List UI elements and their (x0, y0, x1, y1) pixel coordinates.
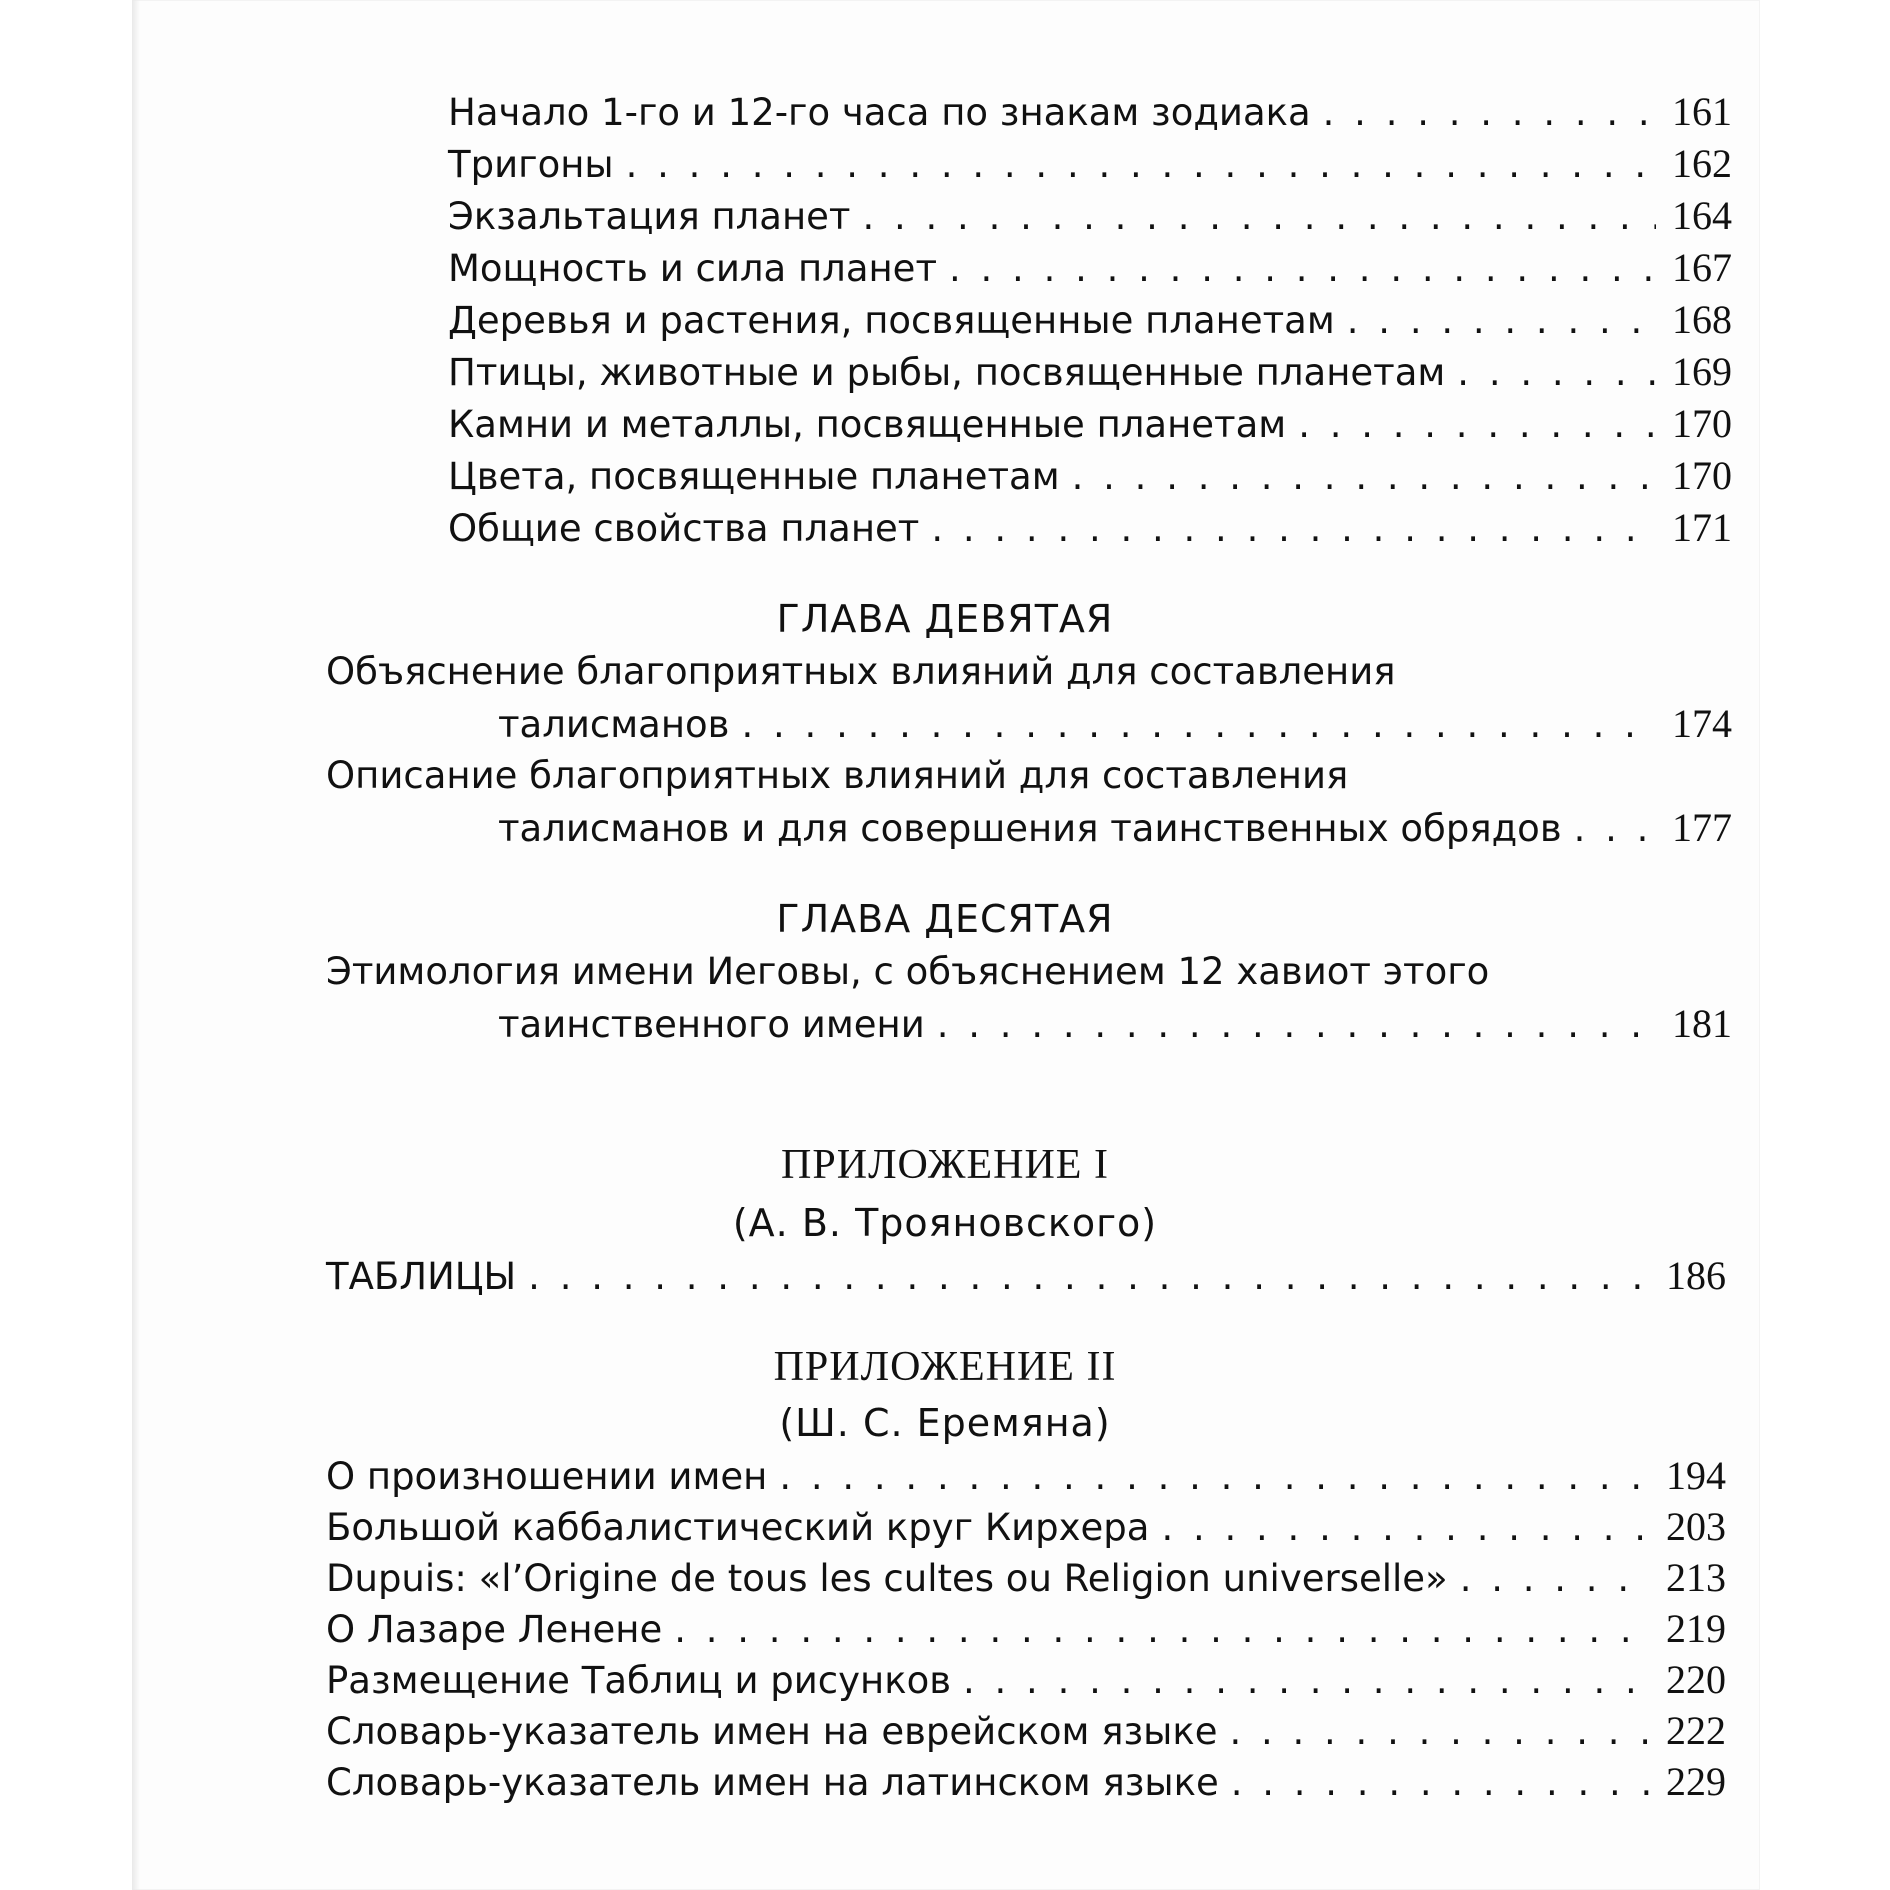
toc-entry-page: 229 (1666, 1759, 1726, 1804)
toc-entry[interactable] (448, 454, 1732, 499)
toc-entry[interactable] (448, 246, 1732, 291)
chapter-heading: ГЛАВА ДЕСЯТАЯ (776, 897, 1114, 941)
toc-entry[interactable] (448, 90, 1732, 135)
appendix-heading: ПРИЛОЖЕНИЕ I (781, 1142, 1109, 1188)
leader-dots (963, 1659, 1650, 1703)
toc-entry[interactable] (326, 1658, 1726, 1703)
leader-dots (674, 1608, 1650, 1652)
toc-entry-page: 169 (1672, 349, 1732, 394)
toc-entry-page: 170 (1672, 453, 1732, 498)
leader-dots (1231, 1761, 1650, 1805)
toc-entry-title-line2: талисманов и для совершения таинственных обрядов (498, 807, 1562, 850)
leader-dots (742, 703, 1657, 747)
leader-dots (1072, 455, 1656, 499)
toc-entry-title: Размещение Таблиц и рисунков (326, 1659, 952, 1702)
toc-entry-title-line2: таинственного имени (498, 1003, 925, 1046)
toc-entry-page: 222 (1666, 1708, 1726, 1753)
leader-dots (626, 143, 1656, 187)
toc-entry[interactable] (448, 298, 1732, 343)
toc-entry-title: ТАБЛИЦЫ (326, 1255, 517, 1298)
toc-entry-title: О Лазаре Ленене (326, 1608, 663, 1651)
toc-entry[interactable] (498, 1002, 1732, 1047)
toc-entry-page: 181 (1672, 1001, 1732, 1046)
toc-entry[interactable] (448, 350, 1732, 395)
toc-entry-title-line1[interactable]: Описание благоприятных влияний для составления (326, 754, 1349, 797)
toc-entry[interactable] (326, 1454, 1726, 1499)
toc-entry-page: 213 (1666, 1555, 1726, 1600)
toc-entry-title: Общие свойства планет (448, 507, 920, 550)
toc-entry-title: Словарь-указатель имен на латинском языке (326, 1761, 1219, 1804)
toc-entry[interactable] (326, 1760, 1726, 1805)
toc-entry-title: Мощность и сила планет (448, 247, 938, 290)
toc-entry-title-line2: талисманов (498, 703, 730, 746)
toc-entry-title: О произношении имен (326, 1455, 768, 1498)
leader-dots (862, 195, 1656, 239)
leader-dots (1323, 91, 1656, 135)
toc-entry-page: 174 (1672, 701, 1732, 746)
toc-entry[interactable] (448, 142, 1732, 187)
toc-entry-title: Словарь-указатель имен на еврейском языке (326, 1710, 1218, 1753)
toc-entry-page: 164 (1672, 193, 1732, 238)
leader-dots (1161, 1506, 1650, 1550)
toc-entry-page: 203 (1666, 1504, 1726, 1549)
toc-entry-page: 219 (1666, 1606, 1726, 1651)
toc-entry-page: 170 (1672, 401, 1732, 446)
toc-entry[interactable] (498, 702, 1732, 747)
toc-entry-title: Dupuis: «l’Origine de tous les cultes ou Religion universelle» (326, 1557, 1448, 1600)
appendix-heading: ПРИЛОЖЕНИЕ II (773, 1344, 1117, 1390)
appendix-author: (А. В. Трояновского) (732, 1201, 1158, 1245)
toc-entry-page: 171 (1672, 505, 1732, 550)
toc-entry-page: 186 (1666, 1253, 1726, 1298)
toc-entry-title: Камни и металлы, посвященные планетам (448, 403, 1287, 446)
toc-entry[interactable] (326, 1556, 1726, 1601)
toc-entry[interactable] (326, 1505, 1726, 1550)
toc-entry-page: 167 (1672, 245, 1732, 290)
toc-entry[interactable] (326, 1254, 1726, 1299)
toc-entry-page: 162 (1672, 141, 1732, 186)
leader-dots (1460, 1557, 1650, 1601)
leader-dots (1347, 299, 1656, 343)
toc-entry[interactable] (448, 506, 1732, 551)
leader-dots (779, 1455, 1650, 1499)
leader-dots (937, 1003, 1656, 1047)
leader-dots (1298, 403, 1656, 447)
chapter-heading: ГЛАВА ДЕВЯТАЯ (776, 597, 1114, 641)
toc-entry-page: 161 (1672, 89, 1732, 134)
toc-entry-title: Начало 1-го и 12-го часа по знакам зодиака (448, 91, 1311, 134)
toc-entry[interactable] (448, 194, 1732, 239)
toc-entry[interactable] (498, 806, 1732, 851)
toc-entry[interactable] (326, 1709, 1726, 1754)
toc-entry-title: Большой каббалистический круг Кирхера (326, 1506, 1150, 1549)
leader-dots (949, 247, 1656, 291)
toc-entry-title: Цвета, посвященные планетам (448, 455, 1060, 498)
leader-dots (1574, 807, 1656, 851)
toc-entry-title: Тригоны (448, 143, 614, 186)
toc-entry-title-line1[interactable]: Объяснение благоприятных влияний для составления (326, 650, 1396, 693)
toc-entry-page: 177 (1672, 805, 1732, 850)
leader-dots (528, 1255, 1650, 1299)
toc-entry-page: 220 (1666, 1657, 1726, 1702)
toc-entry-page: 168 (1672, 297, 1732, 342)
toc-entry-title: Экзальтация планет (448, 195, 851, 238)
leader-dots (1229, 1710, 1650, 1754)
appendix-author: (Ш. С. Еремяна) (779, 1401, 1111, 1445)
toc-entry-page: 194 (1666, 1453, 1726, 1498)
leader-dots (931, 507, 1656, 551)
toc-entry-title: Птицы, животные и рыбы, посвященные планетам (448, 351, 1446, 394)
toc-entry-title: Деревья и растения, посвященные планетам (448, 299, 1335, 342)
leader-dots (1457, 351, 1656, 395)
toc-entry[interactable] (448, 402, 1732, 447)
toc-entry[interactable] (326, 1607, 1726, 1652)
toc-entry-title-line1[interactable]: Этимология имени Иеговы, с объяснением 12 хавиот этого (326, 950, 1490, 993)
